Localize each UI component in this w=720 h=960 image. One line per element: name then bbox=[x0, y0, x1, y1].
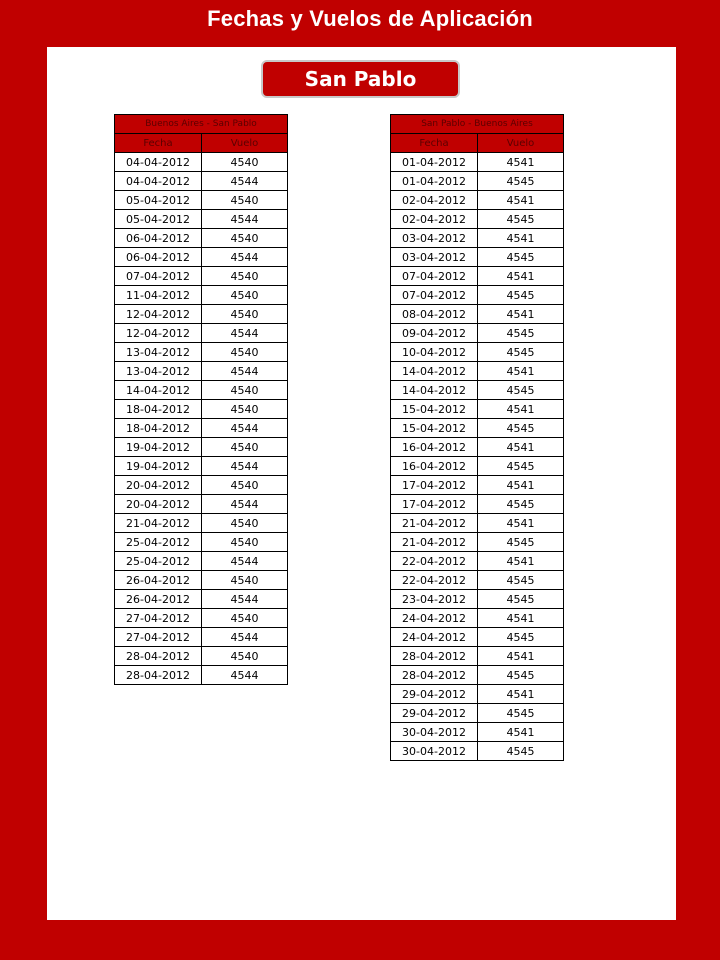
table-row bbox=[115, 248, 288, 267]
flight-cell: 4540 bbox=[202, 305, 288, 324]
table-row bbox=[115, 362, 288, 381]
date-cell: 30-04-2012 bbox=[391, 742, 478, 761]
date-cell: 14-04-2012 bbox=[391, 381, 478, 400]
date-cell: 04-04-2012 bbox=[115, 153, 202, 172]
flight-cell: 4540 bbox=[202, 381, 288, 400]
table-row bbox=[391, 419, 564, 438]
date-cell: 16-04-2012 bbox=[391, 438, 478, 457]
flight-cell: 4545 bbox=[478, 172, 564, 191]
date-cell: 01-04-2012 bbox=[391, 153, 478, 172]
flight-cell: 4540 bbox=[202, 476, 288, 495]
table-row bbox=[115, 153, 288, 172]
flight-cell: 4545 bbox=[478, 571, 564, 590]
flight-cell: 4540 bbox=[202, 343, 288, 362]
column-header-flight: Vuelo bbox=[478, 134, 564, 153]
table-row bbox=[115, 438, 288, 457]
date-cell: 10-04-2012 bbox=[391, 343, 478, 362]
flight-cell: 4544 bbox=[202, 495, 288, 514]
flight-cell: 4541 bbox=[478, 723, 564, 742]
flight-cell: 4545 bbox=[478, 533, 564, 552]
date-cell: 07-04-2012 bbox=[115, 267, 202, 286]
table-row bbox=[115, 666, 288, 685]
table-row bbox=[391, 533, 564, 552]
table-row bbox=[391, 495, 564, 514]
return-flights-table bbox=[390, 114, 564, 761]
flight-cell: 4545 bbox=[478, 324, 564, 343]
date-cell: 22-04-2012 bbox=[391, 571, 478, 590]
table-row bbox=[115, 609, 288, 628]
table-row bbox=[391, 153, 564, 172]
table-row bbox=[391, 590, 564, 609]
table-row bbox=[115, 267, 288, 286]
table-row bbox=[391, 552, 564, 571]
table-row bbox=[391, 381, 564, 400]
column-header-date: Fecha bbox=[115, 134, 202, 153]
flight-cell: 4541 bbox=[478, 229, 564, 248]
flight-cell: 4545 bbox=[478, 628, 564, 647]
table-row bbox=[391, 286, 564, 305]
table-row bbox=[115, 210, 288, 229]
table-row bbox=[115, 343, 288, 362]
flight-cell: 4541 bbox=[478, 552, 564, 571]
flight-cell: 4541 bbox=[478, 647, 564, 666]
date-cell: 23-04-2012 bbox=[391, 590, 478, 609]
table-row bbox=[115, 419, 288, 438]
date-cell: 18-04-2012 bbox=[115, 419, 202, 438]
flight-cell: 4540 bbox=[202, 514, 288, 533]
date-cell: 17-04-2012 bbox=[391, 476, 478, 495]
date-cell: 16-04-2012 bbox=[391, 457, 478, 476]
table-row bbox=[391, 628, 564, 647]
table-row bbox=[391, 742, 564, 761]
table-row bbox=[391, 723, 564, 742]
flight-cell: 4544 bbox=[202, 552, 288, 571]
flight-cell: 4545 bbox=[478, 704, 564, 723]
date-cell: 28-04-2012 bbox=[391, 666, 478, 685]
date-cell: 02-04-2012 bbox=[391, 210, 478, 229]
flight-cell: 4545 bbox=[478, 457, 564, 476]
flight-cell: 4541 bbox=[478, 514, 564, 533]
date-cell: 21-04-2012 bbox=[391, 514, 478, 533]
flight-cell: 4541 bbox=[478, 153, 564, 172]
flight-cell: 4544 bbox=[202, 628, 288, 647]
date-cell: 24-04-2012 bbox=[391, 609, 478, 628]
date-cell: 15-04-2012 bbox=[391, 419, 478, 438]
table-row bbox=[391, 229, 564, 248]
flight-cell: 4545 bbox=[478, 343, 564, 362]
flight-cell: 4541 bbox=[478, 685, 564, 704]
table-route-header: San Pablo - Buenos Aires bbox=[391, 115, 564, 134]
table-row bbox=[115, 324, 288, 343]
table-row bbox=[115, 191, 288, 210]
table-row bbox=[391, 248, 564, 267]
flight-cell: 4540 bbox=[202, 191, 288, 210]
flight-cell: 4541 bbox=[478, 438, 564, 457]
date-cell: 04-04-2012 bbox=[115, 172, 202, 191]
table-row bbox=[391, 457, 564, 476]
flight-cell: 4541 bbox=[478, 305, 564, 324]
flight-cell: 4540 bbox=[202, 400, 288, 419]
column-header-date: Fecha bbox=[391, 134, 478, 153]
date-cell: 21-04-2012 bbox=[391, 533, 478, 552]
date-cell: 26-04-2012 bbox=[115, 571, 202, 590]
flight-cell: 4544 bbox=[202, 590, 288, 609]
flight-cell: 4540 bbox=[202, 571, 288, 590]
table-row bbox=[115, 172, 288, 191]
flight-cell: 4545 bbox=[478, 495, 564, 514]
flight-cell: 4540 bbox=[202, 438, 288, 457]
flight-cell: 4541 bbox=[478, 476, 564, 495]
date-cell: 11-04-2012 bbox=[115, 286, 202, 305]
table-row bbox=[391, 685, 564, 704]
flight-cell: 4544 bbox=[202, 666, 288, 685]
date-cell: 06-04-2012 bbox=[115, 229, 202, 248]
date-cell: 21-04-2012 bbox=[115, 514, 202, 533]
date-cell: 28-04-2012 bbox=[391, 647, 478, 666]
date-cell: 06-04-2012 bbox=[115, 248, 202, 267]
flight-cell: 4545 bbox=[478, 742, 564, 761]
table-row bbox=[115, 628, 288, 647]
date-cell: 05-04-2012 bbox=[115, 210, 202, 229]
table-row bbox=[391, 305, 564, 324]
date-cell: 19-04-2012 bbox=[115, 457, 202, 476]
table-row bbox=[391, 514, 564, 533]
flight-cell: 4545 bbox=[478, 248, 564, 267]
date-cell: 12-04-2012 bbox=[115, 305, 202, 324]
table-route-header: Buenos Aires - San Pablo bbox=[115, 115, 288, 134]
date-cell: 18-04-2012 bbox=[115, 400, 202, 419]
flight-cell: 4541 bbox=[478, 609, 564, 628]
date-cell: 01-04-2012 bbox=[391, 172, 478, 191]
flight-cell: 4545 bbox=[478, 590, 564, 609]
date-cell: 05-04-2012 bbox=[115, 191, 202, 210]
flight-cell: 4541 bbox=[478, 191, 564, 210]
table-row bbox=[391, 172, 564, 191]
flight-cell: 4544 bbox=[202, 362, 288, 381]
flight-cell: 4545 bbox=[478, 419, 564, 438]
flight-cell: 4544 bbox=[202, 172, 288, 191]
table-row bbox=[115, 590, 288, 609]
table-row bbox=[115, 495, 288, 514]
date-cell: 28-04-2012 bbox=[115, 666, 202, 685]
flight-cell: 4545 bbox=[478, 666, 564, 685]
date-cell: 07-04-2012 bbox=[391, 267, 478, 286]
table-row bbox=[391, 609, 564, 628]
date-cell: 29-04-2012 bbox=[391, 685, 478, 704]
date-cell: 30-04-2012 bbox=[391, 723, 478, 742]
table-row bbox=[391, 400, 564, 419]
date-cell: 19-04-2012 bbox=[115, 438, 202, 457]
table-row bbox=[115, 533, 288, 552]
flight-cell: 4540 bbox=[202, 229, 288, 248]
table-row bbox=[115, 647, 288, 666]
flight-cell: 4544 bbox=[202, 324, 288, 343]
date-cell: 14-04-2012 bbox=[115, 381, 202, 400]
date-cell: 22-04-2012 bbox=[391, 552, 478, 571]
flight-cell: 4541 bbox=[478, 400, 564, 419]
table-row bbox=[115, 381, 288, 400]
table-row bbox=[391, 343, 564, 362]
flight-cell: 4540 bbox=[202, 533, 288, 552]
table-row bbox=[115, 552, 288, 571]
flight-cell: 4541 bbox=[478, 267, 564, 286]
table-row bbox=[115, 571, 288, 590]
flight-cell: 4545 bbox=[478, 381, 564, 400]
date-cell: 20-04-2012 bbox=[115, 495, 202, 514]
table-row bbox=[115, 400, 288, 419]
flight-cell: 4544 bbox=[202, 210, 288, 229]
table-row bbox=[391, 210, 564, 229]
table-row bbox=[115, 457, 288, 476]
table-row bbox=[391, 438, 564, 457]
date-cell: 17-04-2012 bbox=[391, 495, 478, 514]
flight-cell: 4540 bbox=[202, 286, 288, 305]
date-cell: 24-04-2012 bbox=[391, 628, 478, 647]
table-row bbox=[391, 267, 564, 286]
table-row bbox=[391, 362, 564, 381]
flight-cell: 4544 bbox=[202, 248, 288, 267]
date-cell: 28-04-2012 bbox=[115, 647, 202, 666]
date-cell: 29-04-2012 bbox=[391, 704, 478, 723]
date-cell: 20-04-2012 bbox=[115, 476, 202, 495]
flight-cell: 4540 bbox=[202, 609, 288, 628]
date-cell: 12-04-2012 bbox=[115, 324, 202, 343]
date-cell: 07-04-2012 bbox=[391, 286, 478, 305]
table-row bbox=[391, 571, 564, 590]
page-title: Fechas y Vuelos de Aplicación bbox=[207, 6, 533, 31]
date-cell: 08-04-2012 bbox=[391, 305, 478, 324]
flight-cell: 4544 bbox=[202, 419, 288, 438]
date-cell: 14-04-2012 bbox=[391, 362, 478, 381]
destination-banner: San Pablo bbox=[261, 60, 460, 98]
flight-cell: 4540 bbox=[202, 647, 288, 666]
date-cell: 26-04-2012 bbox=[115, 590, 202, 609]
outbound-flights-table bbox=[114, 114, 288, 685]
table-row bbox=[115, 286, 288, 305]
flight-cell: 4544 bbox=[202, 457, 288, 476]
table-row bbox=[391, 666, 564, 685]
table-row bbox=[391, 324, 564, 343]
date-cell: 27-04-2012 bbox=[115, 609, 202, 628]
date-cell: 27-04-2012 bbox=[115, 628, 202, 647]
flight-cell: 4540 bbox=[202, 153, 288, 172]
flight-cell: 4545 bbox=[478, 286, 564, 305]
table-row bbox=[115, 514, 288, 533]
date-cell: 03-04-2012 bbox=[391, 229, 478, 248]
date-cell: 25-04-2012 bbox=[115, 552, 202, 571]
table-row bbox=[115, 305, 288, 324]
flight-cell: 4545 bbox=[478, 210, 564, 229]
date-cell: 03-04-2012 bbox=[391, 248, 478, 267]
date-cell: 25-04-2012 bbox=[115, 533, 202, 552]
table-row bbox=[391, 476, 564, 495]
column-header-flight: Vuelo bbox=[202, 134, 288, 153]
table-row bbox=[391, 704, 564, 723]
table-row bbox=[391, 191, 564, 210]
date-cell: 13-04-2012 bbox=[115, 343, 202, 362]
date-cell: 15-04-2012 bbox=[391, 400, 478, 419]
date-cell: 09-04-2012 bbox=[391, 324, 478, 343]
flight-cell: 4541 bbox=[478, 362, 564, 381]
date-cell: 13-04-2012 bbox=[115, 362, 202, 381]
table-row bbox=[115, 229, 288, 248]
date-cell: 02-04-2012 bbox=[391, 191, 478, 210]
table-row bbox=[115, 476, 288, 495]
table-row bbox=[391, 647, 564, 666]
flight-cell: 4540 bbox=[202, 267, 288, 286]
